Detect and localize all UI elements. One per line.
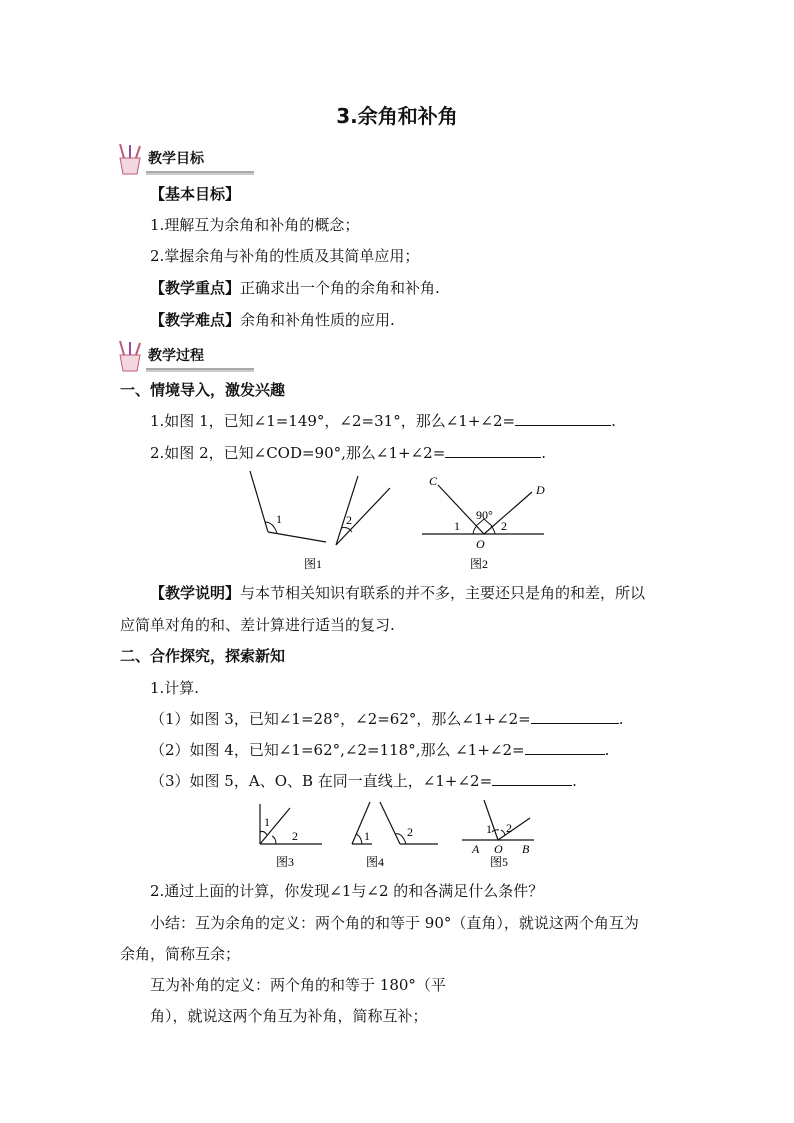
fig5-label-O: O [494, 842, 503, 856]
fig2-angle-1-label: 1 [454, 519, 460, 533]
key-point [150, 277, 440, 298]
calc-item-3-text: （3）如图 5，A、O、B 在同一直线上，∠1+∠2= [150, 772, 493, 790]
difficult-point [150, 309, 395, 330]
teaching-note-label: 【教学说明】 [150, 584, 241, 602]
banner-label: 教学过程 [148, 348, 204, 364]
fig2-right-angle-label: 90° [476, 508, 493, 522]
fig1-angle-1-label: 1 [276, 512, 282, 526]
fig2-label-C: C [429, 474, 438, 488]
key-point-label: 【教学重点】 [150, 279, 241, 297]
question-2-end: . [541, 444, 547, 462]
calc-item-2-end: . [604, 741, 610, 759]
fig2-label-O: O [476, 537, 485, 551]
summary-line-1: 小结：互为余角的定义：两个角的和等于 90°（直角），就说这两个角互为 [150, 914, 639, 932]
fig3-caption: 图3 [276, 855, 295, 869]
key-point-text: 正确求出一个角的余角和补角. [240, 279, 440, 297]
difficult-point-text: 余角和补角性质的应用. [240, 311, 395, 329]
answer-blank[interactable] [492, 771, 572, 786]
answer-blank[interactable] [515, 411, 611, 426]
fig2-angle-2-label: 2 [501, 519, 507, 533]
fig2-label-D: D [536, 483, 545, 497]
calc-item-1 [150, 708, 624, 729]
summary-line-2: 余角，简称互余； [120, 945, 241, 963]
calc-item-3 [150, 770, 577, 791]
question-1-text: 1.如图 1，已知∠1=149°，∠2=31°，那么∠1+∠2= [150, 412, 516, 430]
goal-item-1: 1.理解互为余角和补角的概念； [150, 216, 360, 234]
fig1-caption: 图1 [304, 557, 323, 571]
answer-blank[interactable] [525, 740, 605, 755]
calc-item-1-end: . [618, 710, 624, 728]
figure-4 [352, 802, 438, 869]
calc-item-1-text: （1）如图 3，已知∠1=28°，∠2=62°，那么∠1+∠2= [150, 710, 531, 728]
teaching-note [150, 582, 645, 603]
teaching-note-text: 与本节相关知识有联系的并不多，主要还只是角的和差，所以 [240, 584, 646, 602]
figures-1-2 [240, 468, 560, 576]
figure-3 [260, 804, 322, 869]
discover-question: 2.通过上面的计算，你发现∠1与∠2 的和各满足什么条件？ [150, 882, 544, 900]
part1-heading: 一、情境导入，激发兴趣 [120, 381, 286, 399]
fig5-angle-1-label: 1 [486, 822, 492, 836]
figure-1 [250, 471, 390, 571]
question-1 [150, 410, 616, 431]
calc-item-2 [150, 739, 609, 760]
fig5-caption: 图5 [490, 855, 509, 869]
answer-blank[interactable] [531, 709, 619, 724]
supplementary-line-2: 角），就说这两个角互为补角，简称互补； [150, 1007, 428, 1025]
fig3-angle-2-label: 2 [292, 829, 298, 843]
figure-2 [422, 474, 545, 571]
fig5-label-B: B [522, 842, 530, 856]
fig5-angle-2-label: 2 [506, 821, 512, 835]
banner-label: 教学目标 [148, 151, 204, 167]
fig4-angle-2-label: 2 [407, 825, 413, 839]
calc-item-3-end: . [572, 772, 577, 790]
answer-blank[interactable] [445, 443, 541, 458]
part2-heading: 二、合作探究，探索新知 [120, 647, 286, 665]
fig1-angle-2-label: 2 [346, 513, 352, 527]
fig4-caption: 图4 [366, 855, 385, 869]
supplementary-line-1: 互为补角的定义：两个角的和等于 180°（平 [150, 976, 446, 994]
figure-5 [462, 800, 534, 869]
question-2 [150, 442, 546, 463]
basic-goals-heading: 【基本目标】 [150, 185, 241, 203]
goal-item-2: 2.掌握余角与补角的性质及其简单应用； [150, 247, 420, 265]
question-2-text: 2.如图 2，已知∠COD=90°,那么∠1+∠2= [150, 444, 446, 462]
fig4-angle-1-label: 1 [364, 829, 370, 843]
fig2-caption: 图2 [470, 557, 489, 571]
section-banner-goals [116, 142, 256, 178]
calc-heading: 1.计算. [150, 679, 200, 697]
question-1-end: . [611, 412, 616, 430]
fig5-label-A: A [472, 842, 480, 856]
teaching-note-line2: 应简单对角的和、差计算进行适当的复习. [120, 616, 395, 634]
figures-3-4-5 [240, 796, 540, 872]
section-banner-process [116, 339, 256, 375]
difficult-point-label: 【教学难点】 [150, 311, 241, 329]
page-title: 3.余角和补角 [336, 104, 458, 128]
calc-item-2-text: （2）如图 4，已知∠1=62°,∠2=118°,那么 ∠1+∠2= [150, 741, 525, 759]
fig3-angle-1-label: 1 [264, 815, 270, 829]
